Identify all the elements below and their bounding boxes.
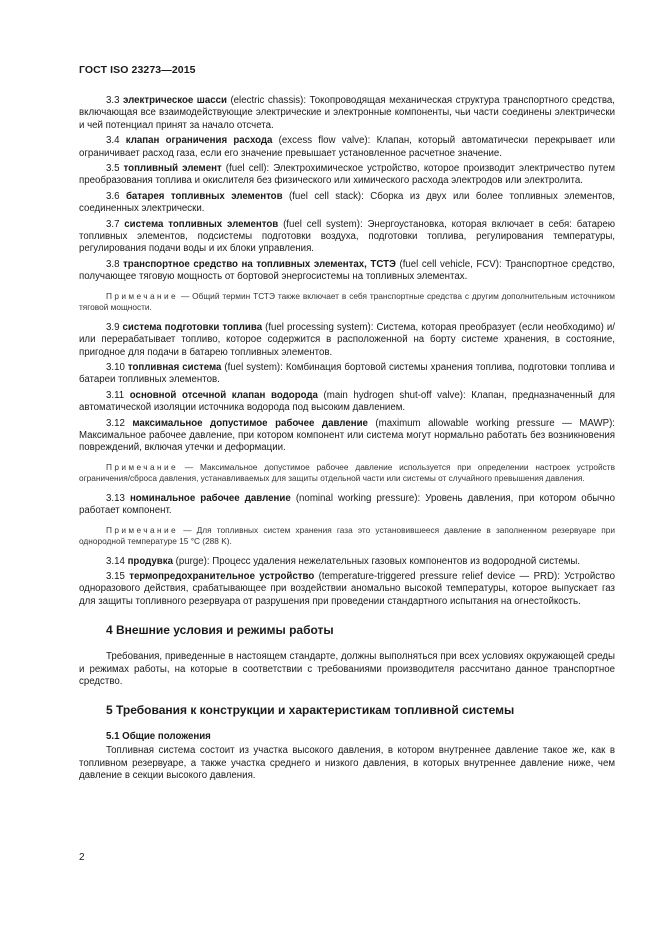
term-name: продувка	[127, 555, 173, 567]
term-3-3	[79, 95, 615, 132]
term-number: 3.15	[106, 570, 125, 582]
term-number: 3.3	[106, 95, 120, 106]
term-number: 3.6	[106, 190, 120, 202]
section-4-text: Требования, приведенные в настоящем стандарте, должны выполняться при всех условиях окружающей среды и режимах работы, на которые в соответствии с требованиями производителя рассчитано данное транспортное средство.	[79, 651, 615, 687]
term-name: батарея топливных элементов	[125, 190, 283, 202]
note-text: — Для топливных систем хранения газа это установившееся давление в заполненном резервуаре при однородной температуре 15 °С (288 K).	[79, 524, 615, 546]
term-definition: (maximum allowable working pressure — MAWP): Максимальное рабочее давление, при котором компонент или система могут нормально работать без возникновения повреждений, включая утечки и деформации.	[79, 417, 615, 454]
term-definition: (fuel cell vehicle, FCV): Транспортное средство, получающее тяговую мощность от бортовой энергосистемы на топливных элементах.	[79, 258, 615, 283]
term-number: 3.14	[106, 555, 125, 567]
term-3-10	[79, 362, 615, 387]
term-definition: (fuel cell system): Энергоустановка, которая включает в себя: батарею топливных элементов, подсистемы подготовки воздуха, подготовки топлива, регулирования температуры, регулирования подачи воды и их блоки управления.	[79, 218, 616, 255]
terms-list-4	[79, 556, 615, 609]
term-number: 3.9	[106, 321, 120, 333]
term-3-14	[79, 556, 615, 568]
term-definition: (electric chassis): Токопроводящая механическая структура транспортного средства, включающая все взаимодействующие электрические и электронные компоненты, чьи части соединены электрически и чей потенциал принят за начало отсчета.	[79, 95, 615, 131]
section-5-1-text: Топливная система состоит из участка высокого давления, в котором внутреннее давление такое же, как в топливном резервуаре, а также участка среднего и низкого давления, в которых внутреннее давление ниже, чем давление в секции высокого давления.	[79, 745, 615, 782]
term-3-13	[79, 493, 615, 518]
term-3-11	[79, 390, 615, 415]
term-number: 3.13	[106, 492, 125, 504]
note-label: Примечание	[106, 524, 179, 535]
term-3-4	[79, 135, 615, 160]
term-definition: (fuel processing system): Система, которая преобразует (если необходимо) и/или перерабатывает топливо, которое содержится в расположенной на борту системе хранения, в состояние, пригодное для подачи в батарею топливных элементов.	[79, 321, 615, 358]
note-1	[79, 291, 615, 313]
note-text: — Максимальное допустимое рабочее давление используется при определении настроек устройств ограничения/сброса давления, устанавливаемых для защиты отдельной части или системы от случайного превышения давления.	[79, 461, 615, 483]
term-number: 3.12	[106, 417, 125, 429]
term-name: система подготовки топлива	[122, 321, 263, 333]
term-definition: (fuel cell): Электрохимическое устройство, которое производит электричество путем преобразования топлива и окислителя без физического или химического расхода электродов или электролита.	[79, 163, 615, 187]
terms-list	[79, 95, 615, 284]
note-label: Примечание	[106, 290, 179, 301]
term-3-12	[79, 418, 615, 455]
term-3-8	[79, 259, 615, 284]
document-header: ГОСТ ISO 23273—2015	[79, 64, 196, 76]
note-2	[79, 462, 615, 484]
page-number: 2	[79, 852, 85, 863]
term-name: термопредохранительное устройство	[129, 570, 315, 582]
term-number: 3.7	[106, 218, 120, 230]
note-3	[79, 525, 615, 547]
term-name: клапан ограничения расхода	[125, 135, 273, 147]
term-definition: (purge): Процесс удаления нежелательных газовых компонентов из водородной системы.	[172, 555, 581, 567]
terms-list-3	[79, 493, 615, 518]
term-name: топливная система	[127, 361, 222, 373]
document-body	[79, 95, 615, 786]
terms-list-2	[79, 322, 615, 455]
term-number: 3.11	[106, 389, 125, 401]
term-number: 3.10	[106, 361, 125, 373]
section-5-1-title: 5.1 Общие положения	[106, 731, 211, 743]
term-definition: (fuel cell stack): Сборка из двух или более топливных элементов, соединенных электрически.	[79, 190, 615, 215]
term-name: система топливных элементов	[124, 218, 279, 230]
section-5-title: 5 Требования к конструкции и характеристикам топливной системы	[106, 703, 515, 718]
term-definition: (nominal working pressure): Уровень давления, при котором обычно работает компонент.	[79, 492, 615, 517]
term-3-15	[79, 571, 615, 608]
term-definition: (temperature-triggered pressure relief device — PRD): Устройство одноразового действия, срабатывающее при воздействии аномально высокой температуры, которое выпускает газ для защиты топливного резервуара от разрушения при проведении стандартного испытания на огнестойкость.	[79, 570, 615, 607]
term-3-5	[79, 163, 615, 188]
term-number: 3.8	[106, 258, 120, 270]
term-definition: (fuel system): Комбинация бортовой системы хранения топлива, подготовки топлива и батареи топливных элементов.	[79, 361, 615, 386]
term-number: 3.4	[106, 135, 120, 147]
note-label: Примечание	[106, 461, 179, 472]
term-name: номинальное рабочее давление	[129, 492, 291, 504]
term-3-7	[79, 219, 615, 256]
term-name: транспортное средство на топливных элементах, ТСТЭ	[123, 258, 396, 270]
term-number: 3.5	[106, 163, 120, 175]
term-name: электрическое шасси	[122, 95, 227, 106]
term-definition: (main hydrogen shut-off valve): Клапан, предназначенный для автоматической изоляции источника водорода под высоким давлением.	[79, 389, 615, 414]
note-text: — Общий термин ТСТЭ также включает в себя транспортные средства с другим дополнительным источником тяговой мощности.	[79, 290, 615, 312]
term-definition: (excess flow valve): Клапан, который автоматически перекрывает или ограничивает расход газа, если его значение превышает установленное расчетное значение.	[79, 135, 615, 159]
term-name: максимальное допустимое рабочее давление	[132, 417, 368, 429]
term-3-6	[79, 191, 615, 216]
term-name: топливный элемент	[123, 163, 222, 175]
term-3-9	[79, 322, 615, 359]
term-name: основной отсечной клапан водорода	[129, 389, 318, 401]
section-4-title: 4 Внешние условия и режимы работы	[106, 623, 334, 638]
